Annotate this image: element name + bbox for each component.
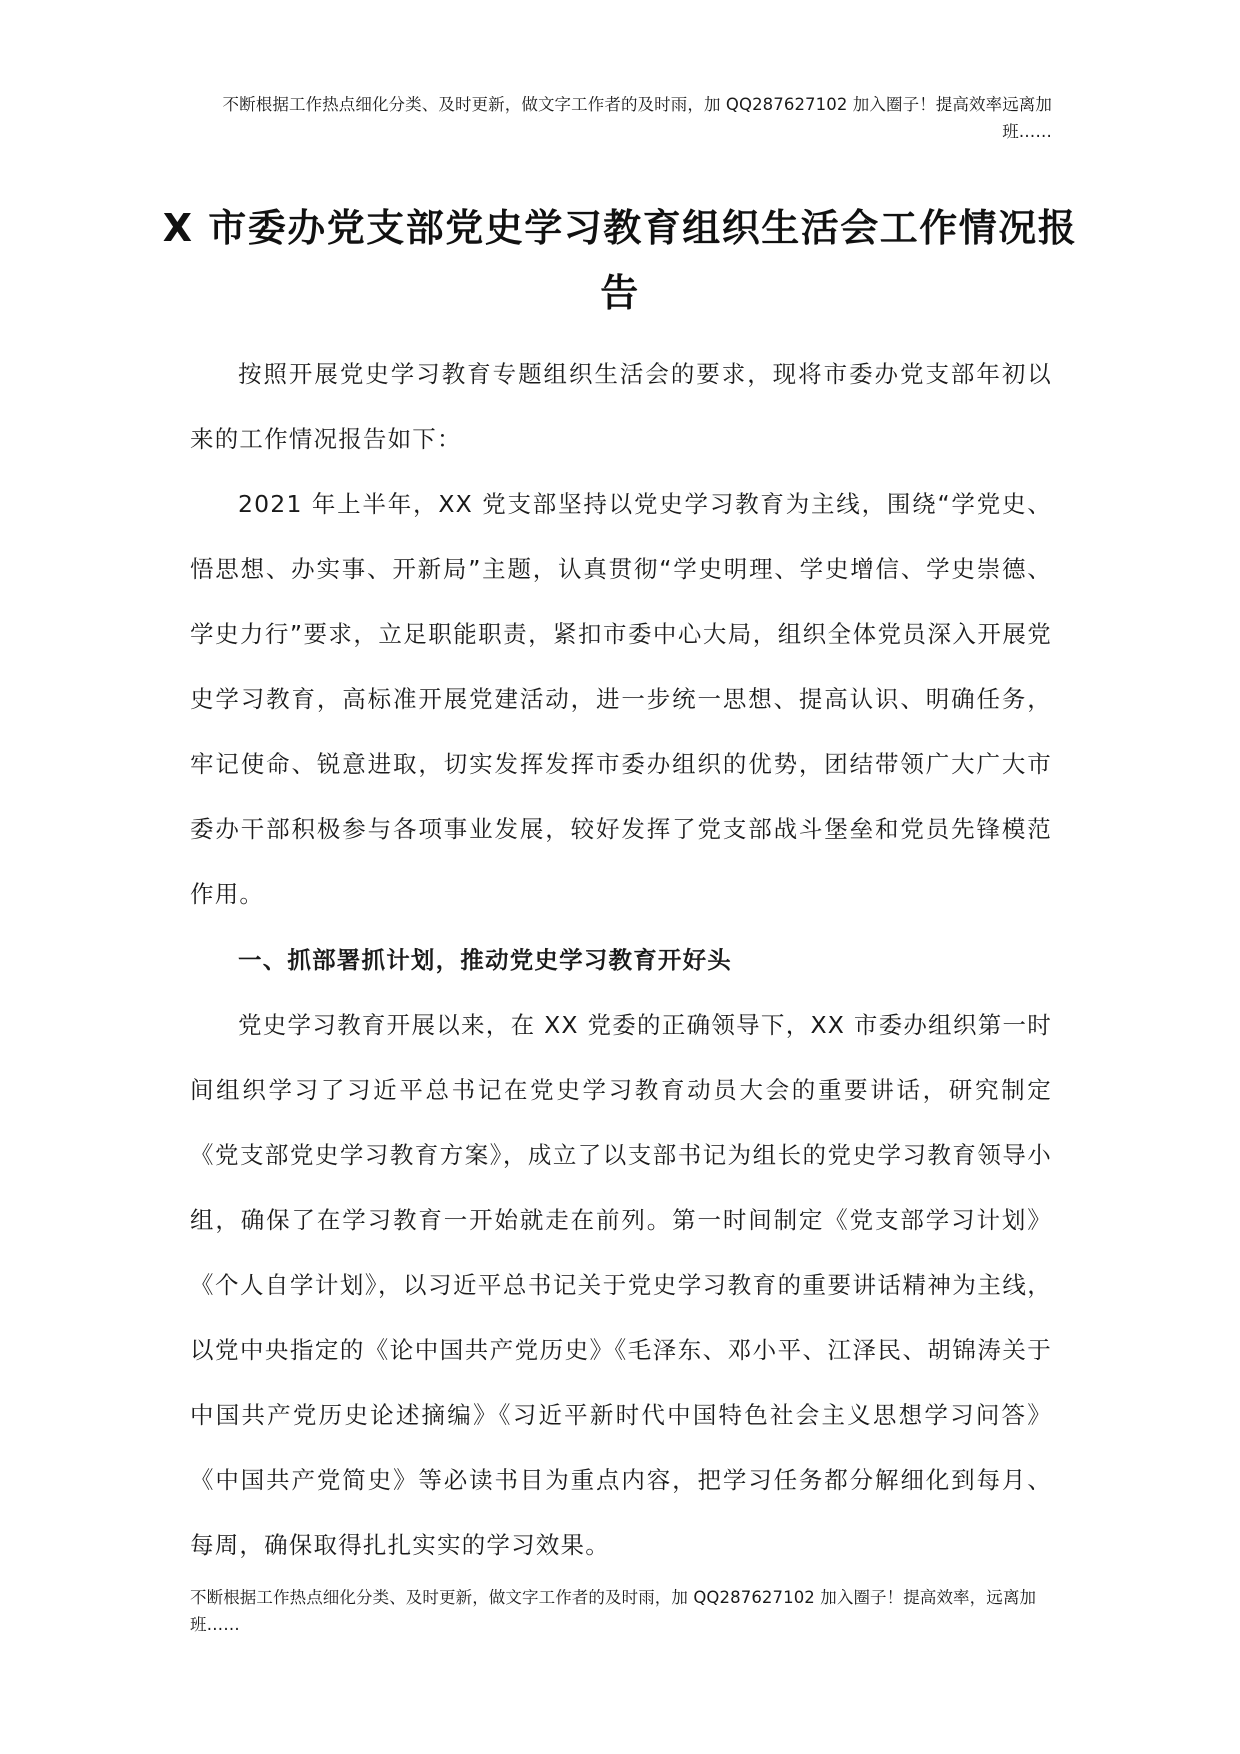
section-heading: 一、抓部署抓计划，推动党史学习教育开好头 xyxy=(238,946,732,974)
intro-paragraph: 按照开展党史学习教育专题组织生活会的要求，现将市委办党支部年初以来的工作情况报告如下： xyxy=(190,360,1052,453)
summary-paragraph: 2021 年上半年，XX 党支部坚持以党史学习教育为主线，围绕“学党史、悟思想、办实事、开新局”主题，认真贯彻“学史明理、学史增信、学史崇德、学史力行”要求，立足职能职责，紧扣市委中心大局，组织全体党员深入开展党史学习教育，高标准开展党建活动，进一步统一思想、提高认识、明确任务，牢记使命、锐意进取，切实发挥发挥市委办组织的优势，团结带领广大广大市委办干部积极参与各项事业发展，较好发挥了党支部战斗堡垒和党员先锋模范作用。 xyxy=(190,490,1052,908)
document-title: X 市委办党支部党史学习教育组织生活会工作情况报告 xyxy=(162,206,1078,315)
footer-note: 不断根据工作热点细化分类、及时更新，做文字工作者的及时雨，加 QQ287627102 加入圈子！提高效率，远离加班…… xyxy=(190,1588,1037,1634)
header-note: 不断根据工作热点细化分类、及时更新，做文字工作者的及时雨，加 QQ287627102 加入圈子！提高效率远离加班…… xyxy=(222,95,1052,141)
section-paragraph: 党史学习教育开展以来，在 XX 党委的正确领导下，XX 市委办组织第一时间组织学习了习近平总书记在党史学习教育动员大会的重要讲话，研究制定《党支部党史学习教育方案》，成立了以支部书记为组长的党史学习教育领导小组，确保了在学习教育一开始就走在前列。第一时间制定《党支部学习计划》《个人自学计划》，以习近平总书记关于党史学习教育的重要讲话精神为主线，以党中央指定的《论中国共产党历史》《毛泽东、邓小平、江泽民、胡锦涛关于中国共产党历史论述摘编》《习近平新时代中国特色社会主义思想学习问答》《中国共产党简史》等必读书目为重点内容，把学习任务都分解细化到每月、每周，确保取得扎扎实实的学习效果。 xyxy=(190,1011,1052,1559)
